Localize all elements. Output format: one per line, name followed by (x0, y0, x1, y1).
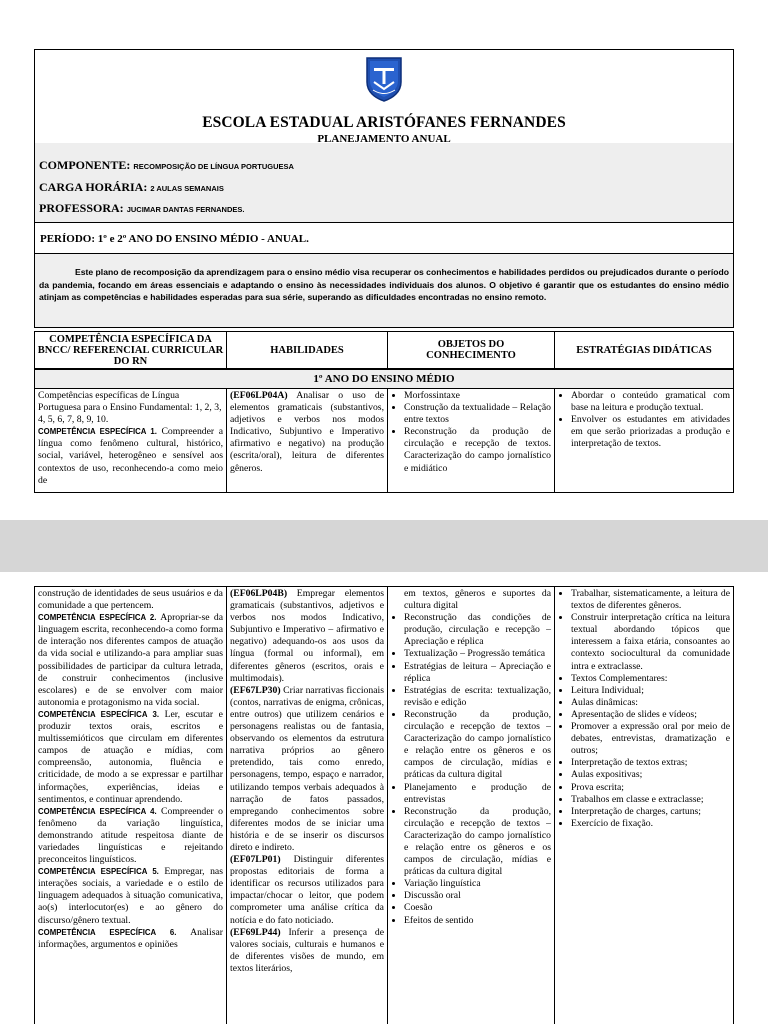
header-habilidades: HABILIDADES (226, 331, 388, 369)
hab-c-code: (EF07LP01) (230, 854, 281, 866)
estrategia-item: • Apresentação de slides e vídeos; (571, 709, 730, 721)
school-shield-logo (365, 56, 403, 102)
estrategia-item: • Trabalhos em classe e extraclasse; (571, 794, 730, 806)
estrategia-item: • Construir interpretação crítica na leitura textual abordando tópicos que interessem a faixa etária, consoantes ao contexto sociocultural da comunidade intra e extraclasse. (571, 612, 730, 672)
document-title: PLANEJAMENTO ANUAL (317, 133, 451, 145)
objeto-item: • Estratégias de leitura – Apreciação e réplica (404, 661, 551, 685)
hab-b-code: (EF67LP30) (230, 684, 281, 696)
document-page-2 (0, 572, 768, 1024)
comp2-label: COMPETÊNCIA ESPECÍFICA 2. (38, 613, 157, 623)
intro-paragraph: Este plano de recomposição da aprendizagem para o ensino médio visa recuperar os conhecimentos e habilidades perdidos ou prejudicados durante o período da pandemia, focando em áreas essenciais e adaptando o ensino às necessidades individuais dos alunos. O objetivo é garantir que os estudantes do ensino médio atinjam as competências e habilidades esperadas para sua série, superando as dificuldades encontradas no ensino remoto. (39, 267, 729, 303)
hab1-text: Analisar o uso de elementos gramaticais (substantivos, adjetivos e verbos nos modos Indicativo, Subjuntivo e Imperativo afirmativo e negativo) na produção (escrita/oral), leitura de diferentes gêneros. (230, 390, 385, 474)
objeto-item: • Coesão (404, 902, 551, 914)
comp-text-cont: construção de identidades de seus usuários e da comunidade a que pertencem. (38, 588, 223, 612)
estrategia-item: • Textos Complementares: (571, 673, 730, 685)
comp4-label: COMPETÊNCIA ESPECÍFICA 4. (38, 806, 157, 816)
objetos-cell (387, 388, 555, 493)
comp3-label: COMPETÊNCIA ESPECÍFICA 3. (38, 709, 159, 719)
objeto-item: • Construção da textualidade – Relação entre textos (404, 402, 551, 426)
objeto-item: • Estratégias de escrita: textualização, revisão e edição (404, 685, 551, 709)
habilidades-cell (226, 388, 388, 493)
hab1-code: (EF06LP04A) (230, 390, 288, 401)
objeto-item: • Textualização – Progressão temática (404, 648, 551, 660)
professora-value: JUCIMAR DANTAS FERNANDES. (126, 205, 245, 214)
estrategia-item: • Envolver os estudantes em atividades em que serão priorizadas a produção e interpretação de textos. (571, 414, 730, 450)
objeto-item: • Reconstrução da produção, circulação e recepção de textos – Caracterização do campo jornalístico e relação entre os gêneros e os campos de circulação, mídias e práticas da cultura digital (404, 806, 551, 879)
estrategia-item: • Abordar o conteúdo gramatical com base na leitura e produção textual. (571, 390, 730, 414)
header-competencia: COMPETÊNCIA ESPECÍFICA DA BNCC/ REFERENCIAL CURRICULAR DO RN (34, 331, 227, 369)
objeto-item: • Reconstrução das condições de produção, circulação e recepção – Apreciação e réplica (404, 612, 551, 648)
objeto-item: • Reconstrução da produção, circulação e recepção de textos – Caracterização do campo jornalístico e relação entre os gêneros e os campos de circulação, mídias e práticas da cultura digital (404, 709, 551, 782)
competencia-cell-cont (34, 586, 227, 1024)
estrategia-item: • Interpretação de charges, cartuns; (571, 806, 730, 818)
hab-d-code: (EF69LP44) (230, 926, 281, 938)
objetos-cell-cont (387, 586, 555, 1024)
objeto-item: • Morfossintaxe (404, 390, 551, 402)
professora-label: PROFESSORA: (39, 201, 124, 215)
componente-value: RECOMPOSIÇÃO DE LÍNGUA PORTUGUESA (133, 162, 294, 171)
habilidades-cell-cont (226, 586, 388, 1024)
header-objetos: OBJETOS DO CONHECIMENTO (387, 331, 555, 369)
objeto-item: • Planejamento e produção de entrevistas (404, 782, 551, 806)
periodo-box (34, 222, 734, 254)
hab-d-text: Inferir a presença de valores sociais, culturais e humanos e de diferentes visões de mundo, em textos literários, (230, 926, 384, 974)
competencia-cell (34, 388, 227, 493)
estrategia-item: • Leitura Individual; (571, 685, 730, 697)
componente-label: COMPONENTE: (39, 158, 131, 172)
comp6-text: Analisar informações, argumentos e opiniões (38, 926, 223, 950)
periodo-text: PERÍODO: 1º e 2º ANO DO ENSINO MÉDIO - ANUAL. (40, 233, 309, 245)
year-row: 1º ANO DO ENSINO MÉDIO (34, 369, 734, 389)
estrategia-item: • Prova escrita; (571, 782, 730, 794)
comp5-label: COMPETÊNCIA ESPECÍFICA 5. (38, 867, 159, 877)
comp6-label: COMPETÊNCIA ESPECÍFICA 6. (38, 927, 177, 937)
professora-line (39, 201, 244, 216)
comp1-label: COMPETÊNCIA ESPECÍFICA 1. (38, 427, 157, 437)
carga-value: 2 AULAS SEMANAIS (150, 184, 224, 193)
intro-box (34, 253, 734, 328)
estrategia-item: • Exercício de fixação. (571, 818, 730, 830)
comp2-text: Apropriar-se da linguagem escrita, reconhecendo-a como forma de interação nos diferentes campos de atuação da vida social e utilizando-a para ampliar suas possibilidades de participar da cultura letrada, de construir conhecimentos (inclusive escolares) e de se envolver com maior autonomia e protagonismo na vida social. (38, 612, 223, 708)
hab-a-code: (EF06LP04B) (230, 588, 288, 599)
objeto-item: • Discussão oral (404, 890, 551, 902)
carga-label: CARGA HORÁRIA: (39, 180, 148, 194)
objeto-item: • Variação linguística (404, 878, 551, 890)
objetos-cont-text: em textos, gêneros e suportes da cultura digital (404, 588, 551, 612)
estrategia-item: • Aulas dinâmicas: (571, 697, 730, 709)
comp5-text: Empregar, nas interações sociais, a variedade e o estilo de linguagem adequados à situação comunicativa, ao(s) interlocutor(es) e ao gênero do discurso/gênero textual. (38, 866, 224, 926)
comp3-text: Ler, escutar e produzir textos orais, escritos e multissemióticos que circulam em diferentes campos de atuação e mídias, com compreensão, autonomia, fluência e criticidade, de modo a se expressar e partilhar informações, experiências, ideias e sentimentos, e continuar aprendendo. (38, 708, 223, 805)
objeto-item: • Efeitos de sentido (404, 915, 551, 927)
estrategia-item: • Interpretação de textos extras; (571, 757, 730, 769)
header-estrategias: ESTRATÉGIAS DIDÁTICAS (554, 331, 734, 369)
hab-b-text: Criar narrativas ficcionais (contos, narrativas de enigma, crônicas, entre outros) que utilizem cenários e personagens realistas ou de fantasia, observando os elementos da estrutura narrativa próprios ao gênero pretendido, tais como enredo, personagens, tempo, espaço e narrador, utilizando tempos verbais adequados à narração de fatos passados, empregando conhecimentos sobre diferentes modos de se iniciar uma história e de se inserir os discursos direto e indireto. (230, 684, 384, 853)
hab-c-text: Distinguir diferentes propostas editoriais de forma a identificar os recursos utilizados para impactar/chocar o leitor, que podem comprometer uma análise crítica da notícia e do fato noticiado. (230, 854, 385, 926)
estrategia-item: • Trabalhar, sistematicamente, a leitura de textos de diferentes gêneros. (571, 588, 730, 612)
objeto-item: • Reconstrução da produção de circulação e recepção de textos. Caracterização do campo jornalístico e midiático (404, 426, 551, 474)
estrategias-cell (554, 388, 734, 493)
estrategia-item: • Promover a expressão oral por meio de debates, entrevistas, dramatização e outros; (571, 721, 730, 757)
school-name: ESCOLA ESTADUAL ARISTÓFANES FERNANDES (202, 114, 566, 131)
estrategias-cell-cont (554, 586, 734, 1024)
comp1-text: Compreender a língua como fenômeno cultural, histórico, social, variável, heterogêneo e sensível aos contextos de uso, reconhecendo-a como meio de (38, 426, 223, 486)
carga-line (39, 180, 224, 195)
comp4-text: Compreender o fenômeno da variação linguística, demonstrando atitude respeitosa diante de variedades linguísticas e rejeitando preconceitos linguísticos. (38, 805, 223, 866)
competencias-intro: Competências específicas de Língua Portuguesa para o Ensino Fundamental: 1, 2, 3, 4, 5, 6, 7, 8, 9, 10. (38, 390, 222, 426)
hab-a-text: Empregar elementos gramaticais (substantivos, adjetivos e verbos nos modos Indicativo, Subjuntivo e Imperativo – afirmativo e negativo) adequando-os aos usos da língua (formal ou informal), em diferentes gêneros (escritos, orais e multimodais). (230, 588, 385, 684)
estrategia-item: • Aulas expositivas; (571, 769, 730, 781)
componente-line (39, 158, 294, 173)
